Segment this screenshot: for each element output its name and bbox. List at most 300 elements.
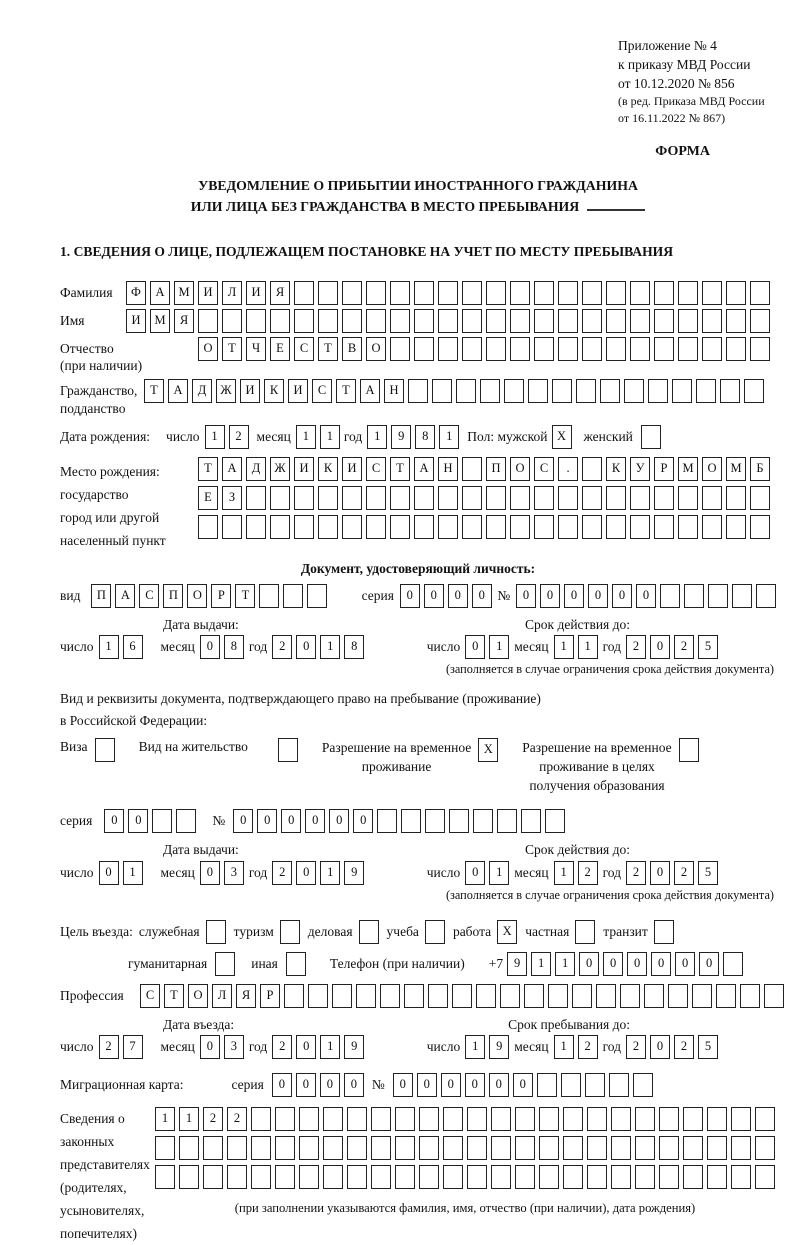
birthplace-cells-row2[interactable] bbox=[198, 486, 770, 510]
perm-num-cell[interactable]: 0 bbox=[257, 809, 277, 833]
birth-year-cell[interactable]: 9 bbox=[391, 425, 411, 449]
patronymic-cell[interactable]: Т bbox=[222, 337, 242, 361]
sex-male-checkbox[interactable] bbox=[552, 425, 572, 449]
legal-cell[interactable] bbox=[299, 1107, 319, 1131]
mig-seriya-cell[interactable]: 0 bbox=[272, 1073, 292, 1097]
perm-num-cell[interactable]: 0 bbox=[353, 809, 373, 833]
doc-issue-month-cell[interactable]: 8 bbox=[224, 635, 244, 659]
surname-cell[interactable]: Ф bbox=[126, 281, 146, 305]
purpose-official-checkbox[interactable] bbox=[206, 920, 226, 944]
name-cell[interactable] bbox=[654, 309, 674, 333]
birth-year-cell[interactable]: 8 bbox=[415, 425, 435, 449]
doc-num-cell[interactable] bbox=[684, 584, 704, 608]
perm-num-cells[interactable] bbox=[233, 809, 565, 833]
birthplace-cell[interactable]: С bbox=[366, 457, 386, 481]
name-cell[interactable] bbox=[222, 309, 242, 333]
birth-month-cell[interactable]: 1 bbox=[320, 425, 340, 449]
entry-year-cell[interactable]: 9 bbox=[344, 1035, 364, 1059]
purpose-transit-checkbox[interactable] bbox=[654, 920, 674, 944]
profession-cell[interactable]: Я bbox=[236, 984, 256, 1008]
patronymic-cell[interactable]: Е bbox=[270, 337, 290, 361]
legal-cell[interactable] bbox=[755, 1136, 775, 1160]
entry-month-cell[interactable]: 3 bbox=[224, 1035, 244, 1059]
birth-year-cell[interactable]: 1 bbox=[439, 425, 459, 449]
legal-cell[interactable] bbox=[587, 1165, 607, 1189]
legal-cell[interactable] bbox=[707, 1107, 727, 1131]
surname-cell[interactable]: И bbox=[246, 281, 266, 305]
surname-cell[interactable] bbox=[750, 281, 770, 305]
legal-cell[interactable] bbox=[371, 1136, 391, 1160]
profession-cells[interactable] bbox=[140, 984, 784, 1008]
mig-num-cell[interactable]: 0 bbox=[489, 1073, 509, 1097]
stay-year-cells[interactable] bbox=[626, 1035, 718, 1059]
birth-month-cells[interactable] bbox=[296, 425, 340, 449]
sex-male-checkbox-cell[interactable]: X bbox=[552, 425, 572, 449]
surname-cell[interactable] bbox=[558, 281, 578, 305]
birthplace-cell[interactable] bbox=[510, 515, 530, 539]
humanitarian-checkbox-cell[interactable] bbox=[215, 952, 235, 976]
name-cell[interactable] bbox=[318, 309, 338, 333]
birthplace-cell[interactable] bbox=[582, 486, 602, 510]
birth-day-cell[interactable]: 2 bbox=[229, 425, 249, 449]
sex-female-checkbox[interactable] bbox=[641, 425, 661, 449]
legal-cell[interactable] bbox=[611, 1107, 631, 1131]
citizenship-cell[interactable]: А bbox=[168, 379, 188, 403]
birthplace-cell[interactable]: М bbox=[678, 457, 698, 481]
legal-cell[interactable] bbox=[443, 1165, 463, 1189]
profession-cell[interactable]: С bbox=[140, 984, 160, 1008]
doc-issue-month-cell[interactable]: 0 bbox=[200, 635, 220, 659]
stay-day-cell[interactable]: 9 bbox=[489, 1035, 509, 1059]
citizenship-cell[interactable] bbox=[672, 379, 692, 403]
name-cell[interactable] bbox=[678, 309, 698, 333]
legal-cell[interactable] bbox=[443, 1136, 463, 1160]
legal-cell[interactable] bbox=[323, 1107, 343, 1131]
perm-valid-day-cells[interactable] bbox=[465, 861, 509, 885]
doc-valid-year-cell[interactable]: 2 bbox=[626, 635, 646, 659]
legal-cell[interactable]: 2 bbox=[203, 1107, 223, 1131]
name-cell[interactable] bbox=[606, 309, 626, 333]
legal-cell[interactable] bbox=[251, 1107, 271, 1131]
doc-issue-year-cell[interactable]: 8 bbox=[344, 635, 364, 659]
surname-cell[interactable] bbox=[438, 281, 458, 305]
doc-valid-month-cell[interactable]: 1 bbox=[554, 635, 574, 659]
birthplace-cell[interactable] bbox=[630, 515, 650, 539]
citizenship-cell[interactable] bbox=[744, 379, 764, 403]
birthplace-cell[interactable] bbox=[390, 486, 410, 510]
study-checkbox-cell[interactable] bbox=[425, 920, 445, 944]
perm-num-cell[interactable] bbox=[521, 809, 541, 833]
legal-cell[interactable] bbox=[563, 1107, 583, 1131]
surname-cell[interactable] bbox=[486, 281, 506, 305]
doc-vid-cell[interactable]: А bbox=[115, 584, 135, 608]
name-cell[interactable] bbox=[702, 309, 722, 333]
patronymic-cell[interactable] bbox=[726, 337, 746, 361]
profession-cell[interactable] bbox=[476, 984, 496, 1008]
profession-cell[interactable] bbox=[764, 984, 784, 1008]
name-cell[interactable]: Я bbox=[174, 309, 194, 333]
doc-num-cell[interactable]: 0 bbox=[612, 584, 632, 608]
surname-cell[interactable] bbox=[726, 281, 746, 305]
legal-cell[interactable] bbox=[323, 1165, 343, 1189]
name-cell[interactable] bbox=[198, 309, 218, 333]
stay-year-cell[interactable]: 2 bbox=[674, 1035, 694, 1059]
doc-issue-year-cells[interactable] bbox=[272, 635, 364, 659]
legal-cell[interactable] bbox=[659, 1107, 679, 1131]
surname-cells[interactable] bbox=[126, 281, 770, 305]
patronymic-cell[interactable] bbox=[630, 337, 650, 361]
purpose-private-checkbox[interactable] bbox=[575, 920, 595, 944]
legal-cell[interactable] bbox=[347, 1165, 367, 1189]
birthplace-cell[interactable] bbox=[246, 486, 266, 510]
doc-issue-day-cell[interactable]: 1 bbox=[99, 635, 119, 659]
birthplace-cell[interactable]: Н bbox=[438, 457, 458, 481]
stay-month-cells[interactable] bbox=[554, 1035, 598, 1059]
birthplace-cell[interactable] bbox=[678, 486, 698, 510]
legal-cell[interactable] bbox=[251, 1136, 271, 1160]
legal-cell[interactable] bbox=[587, 1107, 607, 1131]
perm-issue-day-cells[interactable] bbox=[99, 861, 143, 885]
legal-cell[interactable] bbox=[635, 1107, 655, 1131]
doc-issue-year-cell[interactable]: 1 bbox=[320, 635, 340, 659]
perm-issue-year-cell[interactable]: 1 bbox=[320, 861, 340, 885]
stay-month-cell[interactable]: 1 bbox=[554, 1035, 574, 1059]
legal-cell[interactable] bbox=[395, 1107, 415, 1131]
birthplace-cell[interactable]: Ж bbox=[270, 457, 290, 481]
surname-cell[interactable] bbox=[390, 281, 410, 305]
legal-cell[interactable] bbox=[275, 1107, 295, 1131]
birthplace-cell[interactable] bbox=[414, 515, 434, 539]
citizenship-cell[interactable] bbox=[648, 379, 668, 403]
birthplace-cell[interactable]: И bbox=[342, 457, 362, 481]
perm-num-cell[interactable] bbox=[401, 809, 421, 833]
name-cell[interactable] bbox=[246, 309, 266, 333]
perm-seriya-cell[interactable] bbox=[152, 809, 172, 833]
birthplace-cell[interactable]: О bbox=[510, 457, 530, 481]
surname-cell[interactable] bbox=[702, 281, 722, 305]
legal-cell[interactable] bbox=[467, 1107, 487, 1131]
doc-vid-cell[interactable] bbox=[283, 584, 303, 608]
citizenship-cell[interactable] bbox=[624, 379, 644, 403]
temp-residence-edu-checkbox[interactable] bbox=[679, 738, 699, 762]
birthplace-cell[interactable] bbox=[270, 515, 290, 539]
surname-cell[interactable] bbox=[318, 281, 338, 305]
legal-cell[interactable] bbox=[683, 1165, 703, 1189]
legal-cell[interactable] bbox=[371, 1165, 391, 1189]
doc-seriya-cell[interactable]: 0 bbox=[400, 584, 420, 608]
perm-issue-month-cells[interactable] bbox=[200, 861, 244, 885]
perm-valid-year-cell[interactable]: 2 bbox=[674, 861, 694, 885]
birthplace-cells-row1[interactable] bbox=[198, 457, 770, 481]
legal-cell[interactable] bbox=[755, 1165, 775, 1189]
doc-vid-cells[interactable] bbox=[91, 584, 327, 608]
stay-month-cell[interactable]: 2 bbox=[578, 1035, 598, 1059]
legal-cell[interactable] bbox=[275, 1165, 295, 1189]
surname-cell[interactable] bbox=[630, 281, 650, 305]
perm-seriya-cell[interactable]: 0 bbox=[128, 809, 148, 833]
mig-seriya-cells[interactable] bbox=[272, 1073, 364, 1097]
name-cell[interactable] bbox=[534, 309, 554, 333]
perm-num-cell[interactable] bbox=[473, 809, 493, 833]
birthplace-cell[interactable] bbox=[534, 515, 554, 539]
legal-cell[interactable] bbox=[155, 1136, 175, 1160]
birthplace-cell[interactable]: П bbox=[486, 457, 506, 481]
name-cell[interactable] bbox=[510, 309, 530, 333]
birthplace-cell[interactable]: И bbox=[294, 457, 314, 481]
birthplace-cell[interactable] bbox=[702, 486, 722, 510]
legal-cell[interactable] bbox=[707, 1165, 727, 1189]
perm-valid-month-cell[interactable]: 1 bbox=[554, 861, 574, 885]
entry-day-cells[interactable] bbox=[99, 1035, 143, 1059]
surname-cell[interactable] bbox=[294, 281, 314, 305]
patronymic-cell[interactable]: Ч bbox=[246, 337, 266, 361]
profession-cell[interactable] bbox=[548, 984, 568, 1008]
birthplace-cell[interactable] bbox=[462, 515, 482, 539]
patronymic-cell[interactable]: В bbox=[342, 337, 362, 361]
temp-residence-checkbox[interactable] bbox=[478, 738, 498, 762]
birthplace-cell[interactable] bbox=[414, 486, 434, 510]
legal-cell[interactable] bbox=[203, 1165, 223, 1189]
perm-valid-year-cell[interactable]: 5 bbox=[698, 861, 718, 885]
perm-issue-year-cell[interactable]: 0 bbox=[296, 861, 316, 885]
profession-cell[interactable] bbox=[380, 984, 400, 1008]
birth-year-cell[interactable]: 1 bbox=[367, 425, 387, 449]
phone-cell[interactable]: 0 bbox=[579, 952, 599, 976]
perm-valid-year-cell[interactable]: 0 bbox=[650, 861, 670, 885]
purpose-work-checkbox[interactable] bbox=[497, 920, 517, 944]
doc-num-cell[interactable]: 0 bbox=[564, 584, 584, 608]
patronymic-cell[interactable] bbox=[414, 337, 434, 361]
stay-day-cells[interactable] bbox=[465, 1035, 509, 1059]
sex-female-checkbox-cell[interactable] bbox=[641, 425, 661, 449]
birthplace-cell[interactable] bbox=[510, 486, 530, 510]
profession-cell[interactable] bbox=[452, 984, 472, 1008]
name-cell[interactable] bbox=[270, 309, 290, 333]
patronymic-cell[interactable] bbox=[750, 337, 770, 361]
citizenship-cells[interactable] bbox=[144, 379, 764, 403]
transit-checkbox-cell[interactable] bbox=[654, 920, 674, 944]
perm-valid-month-cells[interactable] bbox=[554, 861, 598, 885]
temp-residence-edu-checkbox-cell[interactable] bbox=[679, 738, 699, 762]
birthplace-cell[interactable] bbox=[198, 515, 218, 539]
birthplace-cell[interactable] bbox=[366, 515, 386, 539]
mig-seriya-cell[interactable]: 0 bbox=[344, 1073, 364, 1097]
legal-cell[interactable] bbox=[563, 1165, 583, 1189]
birthplace-cell[interactable]: Р bbox=[654, 457, 674, 481]
patronymic-cell[interactable]: О bbox=[366, 337, 386, 361]
profession-cell[interactable] bbox=[716, 984, 736, 1008]
mig-seriya-cell[interactable]: 0 bbox=[320, 1073, 340, 1097]
patronymic-cell[interactable] bbox=[462, 337, 482, 361]
legal-cells-row1[interactable] bbox=[155, 1107, 775, 1131]
legal-cell[interactable] bbox=[467, 1136, 487, 1160]
visa-checkbox-cell[interactable] bbox=[95, 738, 115, 762]
birthplace-cell[interactable] bbox=[366, 486, 386, 510]
surname-cell[interactable] bbox=[342, 281, 362, 305]
name-cell[interactable] bbox=[342, 309, 362, 333]
legal-cell[interactable] bbox=[611, 1165, 631, 1189]
entry-day-cell[interactable]: 7 bbox=[123, 1035, 143, 1059]
name-cell[interactable] bbox=[390, 309, 410, 333]
patronymic-cell[interactable] bbox=[606, 337, 626, 361]
perm-valid-day-cell[interactable]: 1 bbox=[489, 861, 509, 885]
doc-issue-day-cell[interactable]: 6 bbox=[123, 635, 143, 659]
perm-num-cell[interactable] bbox=[497, 809, 517, 833]
perm-seriya-cell[interactable]: 0 bbox=[104, 809, 124, 833]
birthplace-cell[interactable] bbox=[678, 515, 698, 539]
birthplace-cell[interactable]: Д bbox=[246, 457, 266, 481]
surname-cell[interactable]: Л bbox=[222, 281, 242, 305]
private-checkbox-cell[interactable] bbox=[575, 920, 595, 944]
doc-valid-year-cell[interactable]: 0 bbox=[650, 635, 670, 659]
business-checkbox-cell[interactable] bbox=[359, 920, 379, 944]
legal-cell[interactable] bbox=[419, 1165, 439, 1189]
legal-cell[interactable] bbox=[683, 1107, 703, 1131]
surname-cell[interactable] bbox=[462, 281, 482, 305]
stay-year-cell[interactable]: 2 bbox=[626, 1035, 646, 1059]
doc-issue-year-cell[interactable]: 0 bbox=[296, 635, 316, 659]
legal-cell[interactable] bbox=[395, 1136, 415, 1160]
purpose-business-checkbox[interactable] bbox=[359, 920, 379, 944]
birthplace-cell[interactable] bbox=[582, 515, 602, 539]
birthplace-cell[interactable] bbox=[270, 486, 290, 510]
citizenship-cell[interactable] bbox=[408, 379, 428, 403]
legal-cells-row3[interactable] bbox=[155, 1165, 775, 1189]
profession-cell[interactable] bbox=[332, 984, 352, 1008]
visa-checkbox[interactable] bbox=[95, 738, 115, 762]
legal-cell[interactable] bbox=[347, 1136, 367, 1160]
profession-cell[interactable] bbox=[284, 984, 304, 1008]
perm-num-cell[interactable] bbox=[449, 809, 469, 833]
phone-cell[interactable]: 0 bbox=[675, 952, 695, 976]
doc-issue-year-cell[interactable]: 2 bbox=[272, 635, 292, 659]
entry-month-cells[interactable] bbox=[200, 1035, 244, 1059]
legal-cell[interactable] bbox=[659, 1136, 679, 1160]
legal-cell[interactable] bbox=[299, 1165, 319, 1189]
citizenship-cell[interactable] bbox=[600, 379, 620, 403]
patronymic-cell[interactable] bbox=[534, 337, 554, 361]
birthplace-cell[interactable]: Т bbox=[390, 457, 410, 481]
phone-cells[interactable] bbox=[507, 952, 743, 976]
citizenship-cell[interactable] bbox=[720, 379, 740, 403]
entry-day-cell[interactable]: 2 bbox=[99, 1035, 119, 1059]
legal-cell[interactable] bbox=[491, 1136, 511, 1160]
citizenship-cell[interactable]: К bbox=[264, 379, 284, 403]
name-cell[interactable]: И bbox=[126, 309, 146, 333]
legal-cell[interactable] bbox=[419, 1107, 439, 1131]
birthplace-cell[interactable] bbox=[726, 486, 746, 510]
phone-cell[interactable]: 1 bbox=[555, 952, 575, 976]
legal-cell[interactable] bbox=[299, 1136, 319, 1160]
doc-valid-day-cell[interactable]: 1 bbox=[489, 635, 509, 659]
birthplace-cell[interactable] bbox=[294, 515, 314, 539]
profession-cell[interactable]: Л bbox=[212, 984, 232, 1008]
birthplace-cell[interactable]: А bbox=[414, 457, 434, 481]
purpose-study-checkbox[interactable] bbox=[425, 920, 445, 944]
birthplace-cells-row3[interactable] bbox=[198, 515, 770, 539]
mig-num-cell[interactable]: 0 bbox=[441, 1073, 461, 1097]
birthplace-cell[interactable]: К bbox=[318, 457, 338, 481]
doc-seriya-cells[interactable] bbox=[400, 584, 492, 608]
birthplace-cell[interactable] bbox=[630, 486, 650, 510]
perm-issue-month-cell[interactable]: 3 bbox=[224, 861, 244, 885]
perm-issue-year-cell[interactable]: 9 bbox=[344, 861, 364, 885]
stay-year-cell[interactable]: 5 bbox=[698, 1035, 718, 1059]
birthplace-cell[interactable] bbox=[462, 457, 482, 481]
citizenship-cell[interactable]: С bbox=[312, 379, 332, 403]
citizenship-cell[interactable]: Д bbox=[192, 379, 212, 403]
profession-cell[interactable]: Р bbox=[260, 984, 280, 1008]
surname-cell[interactable] bbox=[654, 281, 674, 305]
legal-cell[interactable] bbox=[539, 1136, 559, 1160]
legal-cell[interactable] bbox=[683, 1136, 703, 1160]
name-cells[interactable] bbox=[126, 309, 770, 333]
phone-cell[interactable] bbox=[723, 952, 743, 976]
birthplace-cell[interactable]: Е bbox=[198, 486, 218, 510]
legal-cell[interactable] bbox=[635, 1136, 655, 1160]
citizenship-cell[interactable] bbox=[696, 379, 716, 403]
legal-cell[interactable] bbox=[275, 1136, 295, 1160]
phone-cell[interactable]: 0 bbox=[651, 952, 671, 976]
birth-day-cells[interactable] bbox=[205, 425, 249, 449]
legal-cell[interactable] bbox=[515, 1165, 535, 1189]
entry-year-cell[interactable]: 0 bbox=[296, 1035, 316, 1059]
profession-cell[interactable] bbox=[740, 984, 760, 1008]
doc-num-cell[interactable] bbox=[732, 584, 752, 608]
purpose-other-checkbox[interactable] bbox=[286, 952, 306, 976]
doc-issue-day-cells[interactable] bbox=[99, 635, 143, 659]
birthplace-cell[interactable] bbox=[606, 515, 626, 539]
legal-cell[interactable] bbox=[755, 1107, 775, 1131]
entry-year-cell[interactable]: 2 bbox=[272, 1035, 292, 1059]
legal-cell[interactable] bbox=[563, 1136, 583, 1160]
work-checkbox-cell[interactable]: X bbox=[497, 920, 517, 944]
phone-cell[interactable]: 0 bbox=[603, 952, 623, 976]
perm-seriya-cell[interactable] bbox=[176, 809, 196, 833]
perm-issue-day-cell[interactable]: 0 bbox=[99, 861, 119, 885]
patronymic-cell[interactable] bbox=[582, 337, 602, 361]
birthplace-cell[interactable]: О bbox=[702, 457, 722, 481]
legal-cell[interactable]: 1 bbox=[179, 1107, 199, 1131]
citizenship-cell[interactable] bbox=[528, 379, 548, 403]
doc-vid-cell[interactable] bbox=[307, 584, 327, 608]
perm-num-cell[interactable]: 0 bbox=[305, 809, 325, 833]
perm-valid-day-cell[interactable]: 0 bbox=[465, 861, 485, 885]
citizenship-cell[interactable]: Н bbox=[384, 379, 404, 403]
birthplace-cell[interactable]: Т bbox=[198, 457, 218, 481]
surname-cell[interactable]: А bbox=[150, 281, 170, 305]
birthplace-cell[interactable]: Б bbox=[750, 457, 770, 481]
birthplace-cell[interactable] bbox=[534, 486, 554, 510]
mig-num-cell[interactable] bbox=[609, 1073, 629, 1097]
doc-valid-day-cells[interactable] bbox=[465, 635, 509, 659]
entry-year-cell[interactable]: 1 bbox=[320, 1035, 340, 1059]
legal-cell[interactable] bbox=[395, 1165, 415, 1189]
profession-cell[interactable] bbox=[524, 984, 544, 1008]
birth-month-cell[interactable]: 1 bbox=[296, 425, 316, 449]
profession-cell[interactable] bbox=[692, 984, 712, 1008]
citizenship-cell[interactable]: Т bbox=[336, 379, 356, 403]
surname-cell[interactable]: И bbox=[198, 281, 218, 305]
doc-vid-cell[interactable]: Р bbox=[211, 584, 231, 608]
birthplace-cell[interactable]: У bbox=[630, 457, 650, 481]
perm-valid-year-cell[interactable]: 2 bbox=[626, 861, 646, 885]
doc-num-cells[interactable] bbox=[516, 584, 776, 608]
mig-num-cell[interactable] bbox=[633, 1073, 653, 1097]
doc-num-cell[interactable]: 0 bbox=[540, 584, 560, 608]
patronymic-cell[interactable]: О bbox=[198, 337, 218, 361]
legal-cell[interactable] bbox=[659, 1165, 679, 1189]
